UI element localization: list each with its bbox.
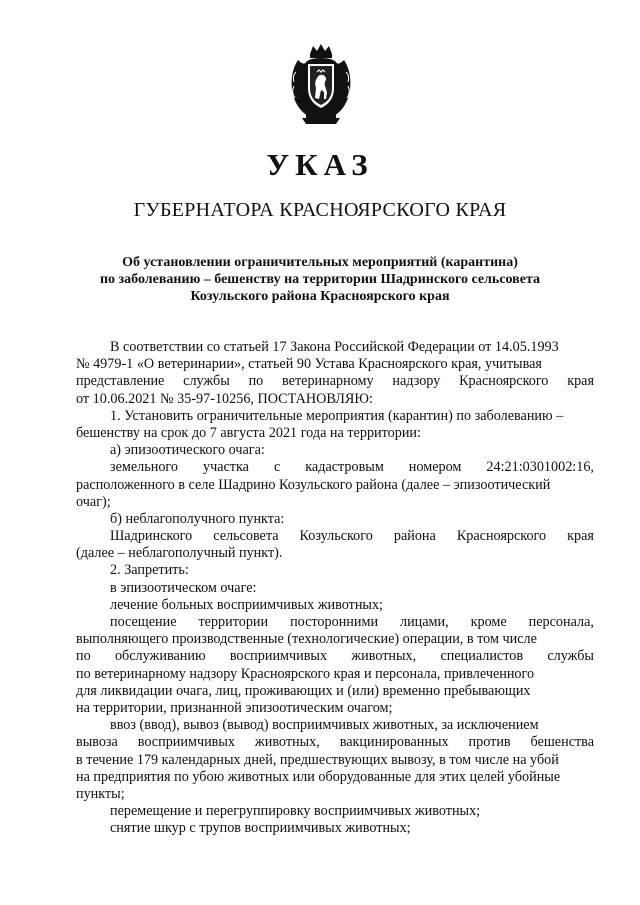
body-line: Шадринского сельсовета Козульского района Красноярского края: [110, 528, 594, 545]
body-line: вывоза восприимчивых животных, вакцинированных против бешенства: [76, 734, 594, 751]
document-subject: [70, 254, 570, 305]
body-line: пункты;: [76, 785, 125, 802]
document-title: УКАЗ: [266, 147, 374, 182]
body-line: 1. Установить ограничительные мероприятия (карантин) по заболеванию –: [110, 407, 564, 424]
body-line: на территории, признанной эпизоотическим очагом;: [76, 699, 393, 716]
body-line: очаг);: [76, 493, 111, 510]
body-line: перемещение и перегруппировку восприимчивых животных;: [110, 803, 481, 820]
decree-body: [76, 339, 594, 837]
body-line: по обслуживанию восприимчивых животных, специалистов службы: [76, 648, 594, 665]
body-line: выполняющего производственные (технологические) операции, в том числе: [76, 631, 537, 648]
body-line: бешенству на срок до 7 августа 2021 года на территории:: [76, 424, 421, 441]
body-line: по ветеринарному надзору Красноярского края и персонала, привлеченного: [76, 665, 535, 682]
subject-line: по заболеванию – бешенству на территории Шадринского сельсовета: [99, 272, 540, 287]
body-line: расположенного в селе Шадрино Козульского района (далее – эпизоотический: [76, 476, 551, 493]
body-line: ввоз (ввод), вывоз (вывод) восприимчивых животных, за исключением: [110, 717, 539, 734]
body-line: снятие шкур с трупов восприимчивых животных;: [110, 820, 411, 837]
body-line: № 4979-1 «О ветеринарии», статьей 90 Устава Красноярского края, учитывая: [76, 356, 542, 373]
body-line: представление службы по ветеринарному надзору Красноярского края: [76, 373, 594, 390]
body-line: 2. Запретить:: [110, 562, 189, 579]
body-line: посещение территории посторонними лицами, кроме персонала,: [110, 614, 594, 630]
subject-line: Козульского района Красноярского края: [190, 289, 450, 304]
body-line: б) неблагополучного пункта:: [110, 510, 285, 527]
issuing-authority: ГУБЕРНАТОРА КРАСНОЯРСКОГО КРАЯ: [133, 199, 507, 221]
body-line: В соответствии со статьей 17 Закона Российской Федерации от 14.05.1993: [110, 339, 559, 355]
body-line: на предприятия по убою животных или оборудованные для этих целей убойные: [76, 768, 561, 785]
subject-line: Об установлении ограничительных мероприятий (карантина): [122, 255, 518, 270]
body-line: (далее – неблагополучный пункт).: [76, 545, 283, 562]
body-line: в эпизоотическом очаге:: [110, 579, 257, 596]
body-line: а) эпизоотического очага:: [110, 442, 265, 459]
body-line: от 10.06.2021 № 35-97-10256, ПОСТАНОВЛЯЮ:: [76, 390, 373, 407]
body-line: земельного участка с кадастровым номером 24:21:0301002:16,: [110, 459, 594, 476]
body-line: лечение больных восприимчивых животных;: [110, 596, 383, 613]
coat-of-arms-emblem: [288, 42, 354, 126]
body-line: для ликвидации очага, лиц, проживающих и (или) временно пребывающих: [76, 682, 531, 699]
body-line: в течение 179 календарных дней, предшествующих вывозу, в том числе на убой: [76, 751, 559, 768]
